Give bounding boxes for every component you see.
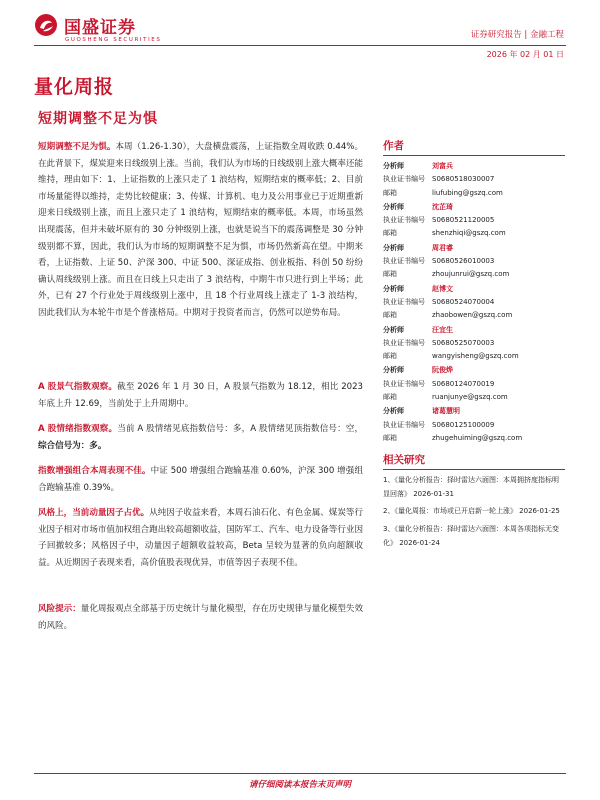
report-title: 量化周报	[34, 76, 115, 98]
license-number: S0680125100009	[432, 420, 495, 429]
license-number: S0680124070019	[432, 379, 495, 388]
summary-lead: 短期调整不足为惧。	[38, 142, 116, 152]
author-entry	[383, 324, 565, 364]
author-line	[383, 227, 565, 240]
summary-text: 本周（1.26-1.30），大盘横盘震荡，上证指数全周收跌 0.44%。在此背景下，煤炭迎来日线级别上涨。当前，我们认为市场的日线级别上涨大概率还能维持，理由如下：1、上证指数的上涨只走了 1 浪结构，短期结束的概率低；2、目前市场量能得以维持，走势比较健康；3、传媒、计算机、电力及公用事业已于近期重新迎来日线级别上涨，而且上涨只走了 1 浪结构，短期结束的概率低。本周，市场虽然出现震荡，但并未破坏原有的 30 分钟级别上涨，也就是说当下的震荡调整是 30 分钟级别都不算，因此，我们认为市场的短期调整不足为惧，市场仍然新高在望。中期来看，上证指数、上证 50、沪深 300、中证 500、深证成指、创业板指、科创 50 纷纷确认周线级别上涨。而且在日线上只走出了 3 浪结构，中期牛市只进行到上半场；此外，已有 27 个行业处于周线级别上涨中，且 18 个行业周线上涨走了 1-3 浪结构，因此我们认为本轮牛市是个普涨格局。中期对于投资者而言，仍然可以逆势布局。	[38, 142, 363, 318]
author-entry	[383, 160, 565, 200]
author-line	[383, 405, 565, 418]
analyst-label: 分析师	[383, 366, 404, 375]
sentiment-paragraph	[38, 421, 363, 459]
author-line	[383, 214, 565, 227]
analyst-name: 沈芷琦	[432, 202, 453, 211]
author-entry	[383, 242, 565, 282]
author-line	[383, 378, 565, 391]
author-line	[383, 419, 565, 432]
sentiment-signal: 综合信号为：多。	[38, 440, 107, 451]
author-line	[383, 309, 565, 322]
related-heading: 相关研究	[383, 452, 565, 470]
related-list	[383, 474, 565, 550]
analyst-name: 汪宜生	[432, 325, 453, 334]
author-line	[383, 255, 565, 268]
brand-logo	[34, 12, 174, 48]
style-paragraph	[38, 505, 363, 597]
authors-heading: 作者	[383, 138, 565, 156]
header-divider	[34, 45, 566, 46]
author-line	[383, 432, 565, 445]
index-enhance-lead: 指数增强组合本周表现不佳。	[38, 466, 151, 476]
license-label: 执业证书编号	[383, 338, 425, 347]
author-email[interactable]: zhugehuiming@gszq.com	[432, 433, 523, 442]
gas-index-paragraph	[38, 379, 363, 417]
disclaimer-note: 请仔细阅读本报告末页声明	[248, 780, 351, 790]
analyst-name: 诸葛慧明	[432, 407, 460, 416]
risk-paragraph	[38, 601, 363, 637]
author-email[interactable]: zhaobowen@gszq.com	[432, 311, 513, 320]
author-email[interactable]: liufubing@gszq.com	[432, 188, 503, 197]
license-label: 执业证书编号	[383, 175, 425, 184]
license-label: 执业证书编号	[383, 297, 425, 306]
author-line	[383, 268, 565, 281]
analyst-name: 阮俊烨	[432, 366, 453, 375]
footer-divider	[34, 773, 566, 774]
author-line	[383, 296, 565, 309]
summary-paragraph	[38, 139, 363, 375]
brand-name-en: GUOSHENG SECURITIES	[65, 37, 162, 43]
email-label: 邮箱	[383, 311, 397, 320]
author-email[interactable]: wangyisheng@gszq.com	[432, 352, 519, 361]
related-report-link[interactable]: 2、《量化周报：市场或已开启新一轮上涨》 2026-01-25	[383, 507, 560, 516]
author-line	[383, 391, 565, 404]
author-entry	[383, 405, 565, 445]
license-label: 执业证书编号	[383, 379, 425, 388]
author-entry	[383, 201, 565, 241]
license-number: S0680521120005	[432, 216, 495, 225]
license-number: S0680525070003	[432, 338, 495, 347]
analyst-name: 赵博文	[432, 284, 453, 293]
email-label: 邮箱	[383, 433, 397, 442]
author-line	[383, 324, 565, 337]
analyst-label: 分析师	[383, 202, 404, 211]
related-report-link[interactable]: 3、《量化分析报告：择时雷达六面图：本周各项指标无变化》 2026-01-24	[383, 525, 559, 547]
analyst-label: 分析师	[383, 284, 404, 293]
analyst-label: 分析师	[383, 407, 404, 416]
report-subtitle: 短期调整不足为惧	[38, 111, 158, 127]
risk-text: 量化周报观点全部基于历史统计与量化模型，存在历史规律与量化模型失效的风险。	[38, 604, 363, 631]
author-line	[383, 283, 565, 296]
license-number: S0680524070004	[432, 297, 495, 306]
email-label: 邮箱	[383, 229, 397, 238]
author-email[interactable]: shenzhiqi@gszq.com	[432, 229, 506, 238]
analyst-label: 分析师	[383, 162, 404, 170]
author-entry	[383, 364, 565, 404]
report-date: 2026 年 02 月 01 日	[486, 50, 564, 59]
license-label: 执业证书编号	[383, 420, 425, 429]
style-lead: 风格上，当前动量因子占优。	[38, 508, 150, 518]
risk-lead: 风险提示：	[38, 604, 81, 614]
author-line	[383, 201, 565, 214]
report-type: 证券研究报告 | 金融工程	[470, 30, 564, 40]
analyst-name: 周君睿	[432, 243, 453, 252]
email-label: 邮箱	[383, 188, 397, 197]
style-text: 从纯因子收益来看，本周石油石化、有色金属、煤炭等行业因子相对市场市值加权组合跑出较高超额收益，国防军工、汽车、电力设备等行业因子回撤较多；风格因子中，动量因子超额收益较高，Beta 呈较为显著的负向超额收益。从近期因子表现来看，高价值股表现优异，市值等因子表现不佳。	[38, 508, 363, 568]
author-entry	[383, 283, 565, 323]
author-line	[383, 173, 565, 186]
author-line	[383, 350, 565, 363]
brand-name-cn: 国盛证券	[64, 18, 136, 38]
sentiment-text: 当前 A 股情绪见底指数信号：多，A 股情绪见顶指数信号：空，	[117, 424, 363, 434]
analyst-label: 分析师	[383, 243, 404, 252]
sentiment-lead: A 股情绪指数观察。	[38, 424, 118, 434]
author-line	[383, 187, 565, 200]
analyst-name: 刘富兵	[432, 162, 453, 170]
author-line	[383, 160, 565, 173]
author-email[interactable]: zhoujunrui@gszq.com	[432, 270, 510, 279]
related-report-link[interactable]: 1、《量化分析报告：择时雷达六面图：本周拥挤度指标明显回落》 2026-01-31	[383, 476, 559, 498]
author-line	[383, 337, 565, 350]
license-number: S0680518030007	[432, 175, 495, 184]
author-line	[383, 364, 565, 377]
author-line	[383, 242, 565, 255]
email-label: 邮箱	[383, 270, 397, 279]
email-label: 邮箱	[383, 352, 397, 361]
index-enhance-paragraph	[38, 463, 363, 501]
analyst-label: 分析师	[383, 325, 404, 334]
license-label: 执业证书编号	[383, 257, 425, 266]
gas-index-lead: A 股景气指数观察。	[38, 382, 118, 392]
license-label: 执业证书编号	[383, 216, 425, 225]
email-label: 邮箱	[383, 393, 397, 402]
author-list	[383, 160, 565, 445]
sidebar	[383, 138, 565, 554]
index-enhance-text: 中证 500 增强组合跑输基准 0.60%，沪深 300 增强组合跑输基准 0.39%。	[38, 466, 363, 493]
license-number: S0680526010003	[432, 257, 495, 266]
report-body	[38, 139, 363, 641]
gas-index-text: 截至 2026 年 1 月 30 日，A 股景气指数为 18.12，相比 2023 年底上升 12.69，当前处于上升周期中。	[38, 382, 363, 409]
guosheng-logo-icon	[34, 13, 58, 37]
author-email[interactable]: ruanjunye@gszq.com	[432, 393, 508, 402]
